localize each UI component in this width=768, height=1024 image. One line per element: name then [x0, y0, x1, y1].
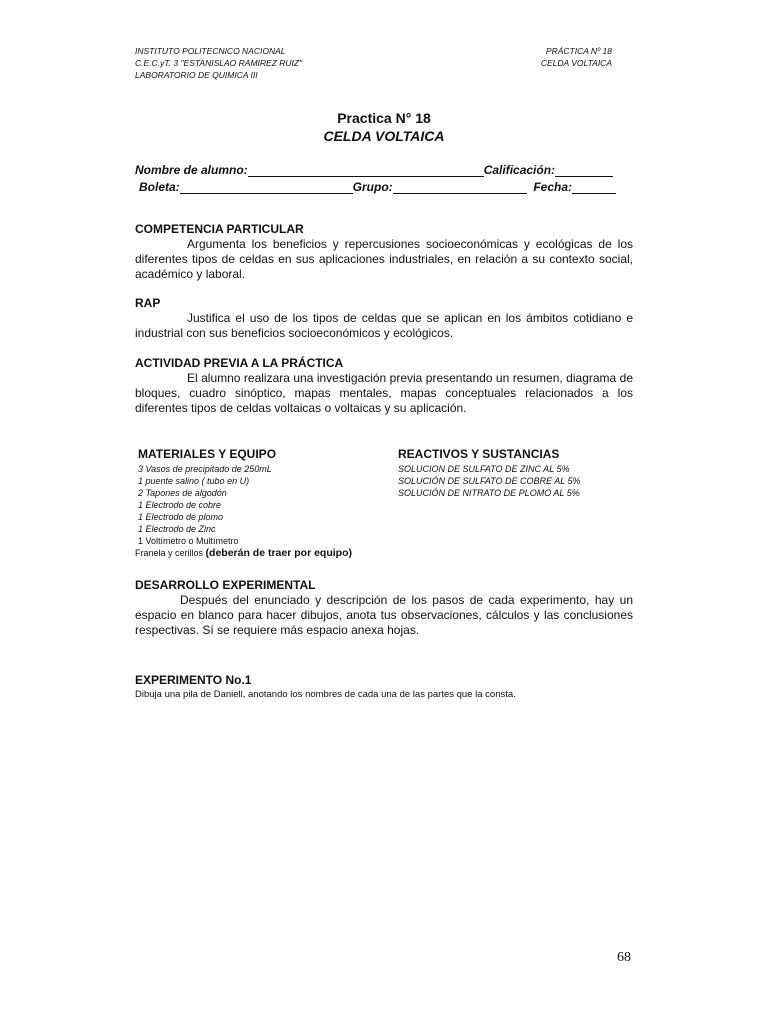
section-heading: ACTIVIDAD PREVIA A LA PRÁCTICA: [135, 356, 344, 370]
header-line: CELDA VOLTAICA: [540, 58, 612, 68]
header-institution: [135, 45, 302, 81]
section-text: Después del enunciado y descripción de los pasos de cada experimento, hay un espacio en blanco para hacer dibujos, anota tus observaciones, cálculos y las conclusiones respectivas. Sí se requiere más espacio anexa hojas.: [135, 593, 633, 637]
section-text: Justifica el uso de los tipos de celdas que se aplican en los ámbitos cotidiano e industrial con sus beneficios socioeconómicos y ecológicos.: [135, 311, 633, 340]
header-line: INSTITUTO POLITECNICO NACIONAL: [135, 46, 286, 56]
materiales-heading: MATERIALES Y EQUIPO: [138, 447, 277, 461]
calificacion-label: Calificación:: [483, 163, 556, 177]
section-text: Dibuja una pila de Daniell, anotando los nombres de cada una de las partes que la consta.: [135, 689, 516, 700]
boleta-label: Boleta:: [139, 180, 180, 194]
section-experimento: [135, 673, 635, 701]
grupo-label: Grupo:: [352, 180, 393, 194]
form-row-name: [135, 163, 613, 177]
franela-note: (deberán de traer por equipo): [205, 547, 352, 559]
franela-text: Franela y cerillos: [135, 548, 204, 558]
section-heading: RAP: [135, 296, 161, 310]
reactivos-heading: REACTIVOS Y SUSTANCIAS: [398, 447, 560, 461]
nombre-field[interactable]: [248, 163, 484, 177]
list-item: SOLUCIÓN DE SULFATO DE COBRE AL 5%: [398, 476, 581, 486]
header-practice: [541, 45, 612, 69]
boleta-field[interactable]: [180, 180, 353, 194]
list-item: 1 Electrodo de plomo: [138, 512, 224, 522]
list-item: 1 puente salino ( tubo en U): [138, 476, 250, 486]
title-practice-number: Practica N° 18: [337, 110, 431, 126]
section-actividad: [135, 356, 633, 416]
calificacion-field[interactable]: [555, 163, 613, 177]
section-heading: EXPERIMENTO No.1: [135, 673, 252, 687]
grupo-field[interactable]: [393, 180, 527, 194]
header-line: C.E.C.yT. 3 "ESTANISLAO RAMIREZ RUIZ": [135, 58, 303, 68]
page-number: 68: [617, 950, 631, 965]
header-line: LABORATORIO DE QUIMICA III: [135, 70, 258, 80]
section-text: Argumenta los beneficios y repercusiones socioeconómicas y ecológicas de los diferentes tipos de celdas en sus aplicaciones industriales, en relación a su contexto social, académico y laboral.: [135, 237, 633, 281]
header-line: PRÁCTICA Nº 18: [545, 46, 612, 56]
section-heading: COMPETENCIA PARTICULAR: [135, 222, 304, 236]
list-item: 1 Electrodo de cobre: [138, 500, 222, 510]
section-text: El alumno realizara una investigación previa presentando un resumen, diagrama de bloques, cuadro sinóptico, mapas mentales, mapas conceptuales relacionados a los diferentes tipos de celdas voltaicas o voltaicas y su aplicación.: [135, 371, 633, 415]
form-row-boleta: [139, 180, 616, 194]
title-subject: CELDA VOLTAICA: [323, 128, 445, 144]
nombre-label: Nombre de alumno:: [135, 163, 248, 177]
section-rap: [135, 296, 633, 341]
fecha-label: Fecha:: [533, 180, 573, 194]
list-item: 2 Tapones de algodón: [138, 488, 227, 498]
list-item: 1 Electrodo de Zinc: [138, 524, 216, 534]
reactivos-list: [398, 447, 581, 499]
section-desarrollo: [135, 578, 633, 638]
section-competencia: [135, 222, 633, 282]
list-item: SOLUCIÓN DE NITRATO DE PLOMO AL 5%: [398, 488, 580, 498]
fecha-field[interactable]: [572, 180, 616, 194]
list-item: 3 Vasos de precipitado de 250mL: [138, 464, 272, 474]
section-heading: DESARROLLO EXPERIMENTAL: [135, 578, 316, 592]
materiales-list: [138, 447, 276, 547]
page-title: [0, 110, 768, 145]
list-item: 1 Voltímetro o Multímetro: [138, 536, 239, 546]
franela-line: [135, 547, 352, 560]
list-item: SOLUCION DE SULFATO DE ZINC AL 5%: [398, 464, 570, 474]
